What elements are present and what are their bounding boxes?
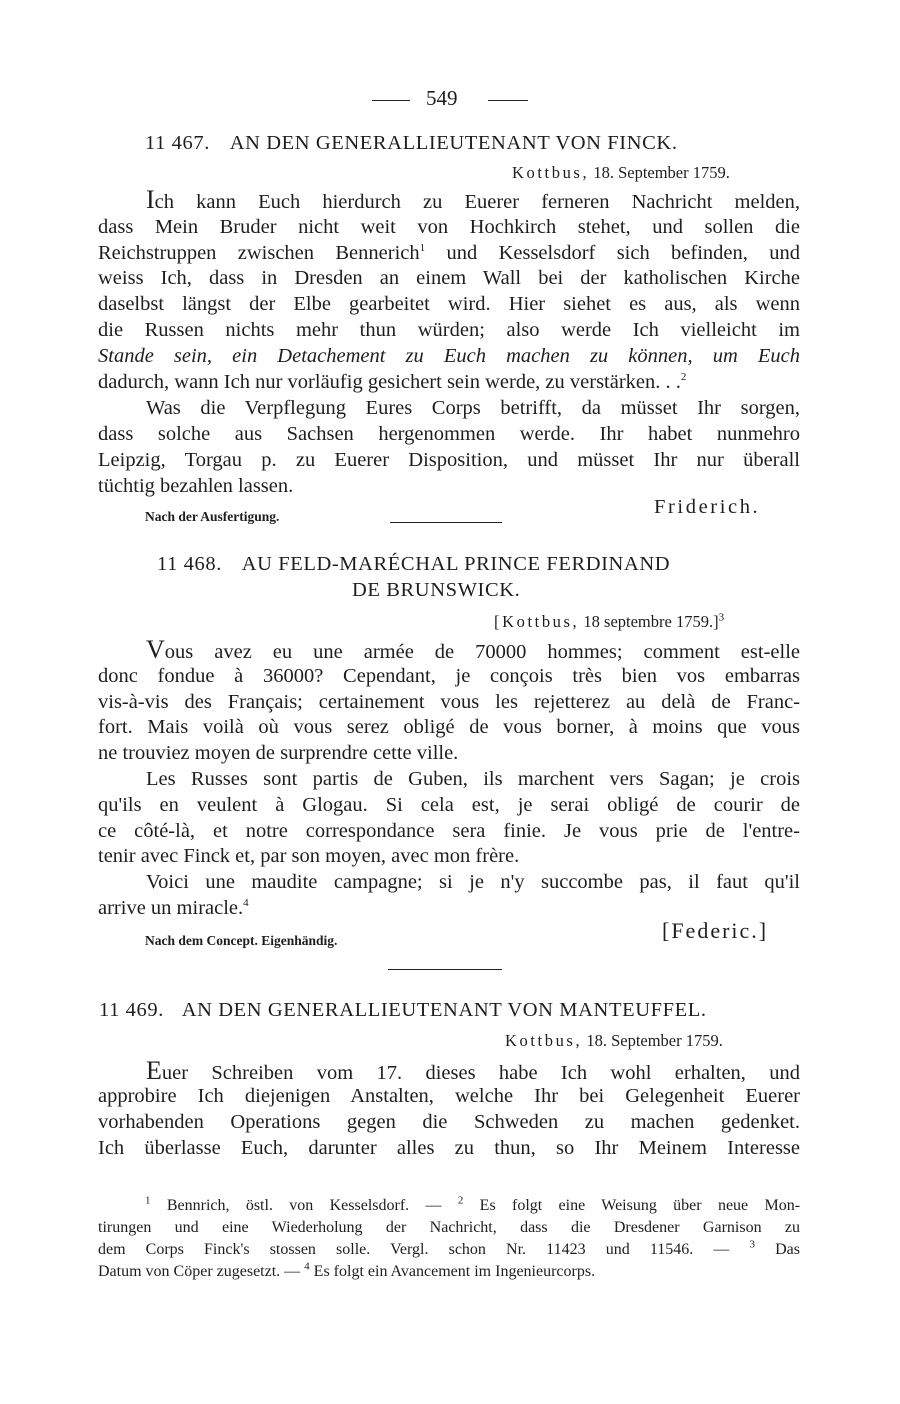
text-line: Ich kann Euch hierdurch zu Euerer ferneren Nachricht melden, [146,185,800,214]
text-line: arrive un miracle.$^4$ [98,897,249,919]
source-note: Nach dem Concept. Eigenhändig. [145,933,338,948]
text-line: fort. Mais voilà où vous serez obligé de vous borner, à moins que vous [98,716,800,738]
text-line: Voici une maudite campagne; si je n'y succombe pas, il faut qu'il [146,871,800,893]
date: 18. September 1759. [586,1031,723,1050]
letter-title: AU FELD-MARÉCHAL PRINCE FERDINAND [241,553,671,575]
text-line: die Russen nichts mehr thun würden; also werde Ich vielleicht im [98,319,800,341]
page-number-rule-right [488,100,528,101]
footnote-mark: 3 [749,1238,755,1251]
footnote-mark: 1 [145,1194,151,1207]
date: 18 septembre 1759.] [583,612,719,631]
footnote-mark: 2 [457,1194,464,1207]
text-line: Ich überlasse Euch, darunter alles zu thun, so Ihr Meinem Interesse [98,1137,800,1159]
place: Kottbus, [505,1031,583,1050]
signature: [Federic.] [662,918,769,943]
text-line: tenir avec Finck et, par son moyen, avec mon frère. [98,845,520,867]
dateline [494,609,724,634]
text-line: Les Russes sont partis de Guben, ils marchent vers Sagan; je crois [146,768,800,790]
separator-rule [388,969,502,970]
text-line: Euer Schreiben vom 17. dieses habe Ich wohl erhalten, und [146,1056,800,1085]
text-line: Vous avez eu une armée de 70000 hommes; comment est-elle [146,635,800,664]
footnote-mark: 3 [718,611,725,624]
text-line: vorhabenden Operations gegen die Schweden zu machen gedenket. [98,1111,800,1133]
dateline [505,1028,723,1053]
text-line: Reichstruppen zwischen Bennerich$^1$ und Kesselsdorf sich befinden, und [98,242,800,264]
place: [Kottbus, [494,612,580,631]
text-line: Stande sein, ein Detachement zu Euch machen zu können, um Euch [98,345,800,367]
text-line: ne trouviez moyen de surprendre cette ville. [98,742,459,764]
page-number-rule-left [372,100,410,101]
text-line: dadurch, wann Ich nur vorläufig gesichert sein werde, zu verstärken. . .$^2$ [98,371,687,393]
footnote: $^1$ Bennrich, östl. von Kesselsdorf. — $^2$ Es folgt eine Weisung über neue Mon- [145,1194,801,1214]
page-number: 549 [426,86,458,110]
text-line: qu'ils en veulent à Glogau. Si cela est, je serai obligé de courir de [98,794,800,816]
text-line: Was die Verpflegung Eures Corps betrifft, da müsset Ihr sorgen, [146,397,800,419]
text-line: vis-à-vis des Français; certainement vous les rejetterez au delà de Franc- [98,691,800,713]
text-line: donc fondue à 36000? Cependant, je conçois très bien vos embarras [98,665,800,687]
text-line: ce côté-là, et notre correspondance sera finie. Je vous prie de l'entre- [98,820,800,842]
letter-title: AN DEN GENERALLIEUTENANT VON FINCK. [229,132,678,154]
letter-heading-11467 [145,131,678,156]
footnote: Datum von Cöper zugesetzt. — $^4$ Es folgt ein Avancement im Ingenieurcorps. [98,1260,596,1280]
footnote: dem Corps Finck's stossen solle. Vergl. schon Nr. 11423 und 11546. — $^3$ Das [98,1238,800,1258]
footnote-mark: 4 [304,1260,310,1273]
date: 18. September 1759. [593,163,730,182]
footnote-mark: 2 [680,371,687,384]
initial-letter: V [146,635,165,664]
letter-title-continued: DE BRUNSWICK. [352,579,521,601]
letter-title: AN DEN GENERALLIEUTENANT VON MANTEUFFEL. [181,999,707,1021]
footnote-mark: 1 [419,242,426,255]
letter-heading-11468 [157,552,670,577]
text-line: dass solche aus Sachsen hergenommen werde. Ihr habet nunmehro [98,423,800,445]
footnote-mark: 4 [243,897,249,910]
separator-rule [390,522,502,523]
text-line: tüchtig bezahlen lassen. [98,475,294,497]
letter-number: 11 468. [157,553,222,575]
letter-number: 11 469. [99,999,164,1021]
dateline [512,160,730,185]
text-line: dass Mein Bruder nicht weit von Hochkirch stehet, und sollen die [98,216,800,238]
source-note: Nach der Ausfertigung. [145,509,280,524]
letter-heading-11469 [99,998,707,1023]
signature: Friderich. [654,496,761,518]
initial-letter: E [146,1056,162,1085]
text-line: approbire Ich diejenigen Anstalten, welche Ihr bei Gelegenheit Euerer [98,1085,800,1107]
letter-number: 11 467. [145,132,210,154]
text-line: weiss Ich, dass in Dresden an einem Wall bei der katholischen Kirche [98,267,800,289]
initial-letter: I [146,185,155,214]
place: Kottbus, [512,163,590,182]
text-line: Leipzig, Torgau p. zu Euerer Disposition, und müsset Ihr nur überall [98,449,800,471]
text-line: daselbst längst der Elbe gearbeitet wird. Hier siehet es aus, als wenn [98,293,800,315]
footnote: tirungen und eine Wiederholung der Nachricht, dass die Dresdener Garnison zu [98,1219,800,1236]
